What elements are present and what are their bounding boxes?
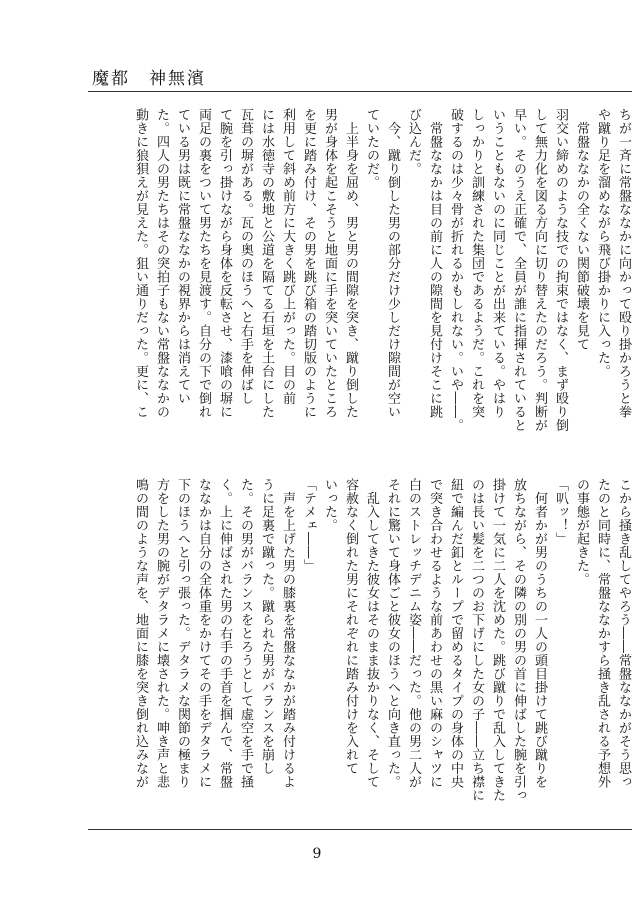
- text-block-lower: [96, 478, 634, 818]
- text-line: こから掻き乱してやろう――常盤ななかがそう思っ: [616, 478, 631, 789]
- text-line: で突き合わせるような前あわせの黒い麻のシャツに: [427, 478, 442, 789]
- text-line: して無力化を図る方向に切り替えたのだろう。判断が: [532, 108, 547, 432]
- text-line: いうこともないのに同じことが出来ている。やはり: [490, 108, 505, 419]
- text-line: の事態が起きた。: [574, 478, 589, 586]
- header-divider: [88, 91, 632, 92]
- text-line: や蹴り足を溜めながら飛び掛かりに入った。: [595, 108, 610, 378]
- text-line: うに足裏で蹴った。蹴られた男がバランスを崩し: [259, 478, 274, 775]
- text-line: 利用して斜め前方に大きく跳び上がった。目の前: [280, 108, 295, 405]
- text-line: 今、蹴り倒した男の部分だけ少しだけ隙間が空い: [385, 108, 400, 419]
- text-line: 鳴の間のような声を、地面に膝を突き倒れ込みなが: [133, 478, 148, 789]
- text-block-upper: [96, 108, 634, 460]
- text-line: く。上に伸ばされた男の右手の手首を掴んで、常盤: [217, 478, 232, 789]
- text-line: ちが一斉に常盤ななかに向かって殴り掛かろうと拳: [616, 108, 631, 419]
- text-line: には水徳寺の敷地と公道を隔てる石垣を土台にした: [259, 108, 274, 419]
- text-line: 常盤ななかの全くない関節破壊を見て: [574, 108, 589, 351]
- footer-divider: [88, 829, 632, 830]
- text-line: 男が身体を起こそうと地面に手を突いていたところ: [322, 108, 337, 419]
- text-line: 早い。そのうえ正確で、全員が誰に指揮されていると: [511, 108, 526, 432]
- text-line: いった。: [322, 478, 337, 532]
- text-line: た。四人の男たちはその突拍子もない常盤ななかの: [154, 108, 169, 419]
- text-line: 掛けて一気に二人を沈めた。跳び蹴りで乱入してきた: [490, 478, 505, 802]
- text-line: それに驚いて身体ごと彼女のほうへと向き直った。: [385, 478, 400, 789]
- text-line: ていたのだ。: [364, 108, 379, 189]
- page-number: 9: [312, 846, 322, 862]
- text-line: 白のストレッチデニム姿――だった。他の男二人が: [406, 478, 421, 789]
- text-line: しっかりと訓練された集団であるようだ。これを突: [469, 108, 484, 419]
- text-line: ななかは自分の全体重をかけてその手をデタラメに: [196, 478, 211, 789]
- text-line: 下のほうへと引っ張った。デタラメな関節の極まり: [175, 478, 190, 789]
- text-line: 「叭ッ！」: [553, 478, 568, 546]
- text-line: 容赦なく倒れた男にそれぞれに踏み付けを入れて: [343, 478, 358, 775]
- text-line: び込んだ。: [406, 108, 421, 176]
- text-line: た。その男がバランスをとろうとして虚空を手で掻: [238, 478, 253, 789]
- text-line: 乱入してきた彼女はそのまま抜かりなく、そして: [364, 478, 379, 789]
- text-line: 常盤ななかは目の前に人の隙間を見付けそこに跳: [427, 108, 442, 419]
- text-line: 破するのは少々骨が折れるかもしれない。いや――。: [448, 108, 463, 432]
- text-line: 紐で編んだ釦とループで留めるタイプの身体の中央: [448, 478, 463, 789]
- text-line: を更に踏み付け、その男を跳び箱の踏切版のように: [301, 108, 316, 419]
- text-line: 放ちながら、その隣の別の男の首に伸ばした腕を引っ: [511, 478, 526, 802]
- text-line: 声を上げた男の膝裏を常盤ななかが踏み付けるよ: [280, 478, 295, 789]
- text-line: たのと同時に、常盤ななかすら掻き乱される予想外: [595, 478, 610, 789]
- text-line: のは長い髪を二つのお下げにした女の子――立ち襟に: [469, 478, 484, 802]
- text-line: 両足の裏をついて男たちを見渡す。自分の下で倒れ: [196, 108, 211, 419]
- text-line: 方をした男の腕がデタラメに壊された。呻き声と悲: [154, 478, 169, 789]
- text-line: 羽交い締めのような技での拘束ではなく、まず殴り倒: [553, 108, 568, 432]
- text-line: 上半身を屈め、男と男の間隙を突き、蹴り倒した: [343, 108, 358, 419]
- text-line: 「テメェ――」: [301, 478, 316, 573]
- page-header-title: 魔都 神無濱: [92, 69, 206, 89]
- text-line: 動きに狼狽えが見えた。狙い通りだった。更に、こ: [133, 108, 148, 419]
- text-line: て腕を引っ掛けながら身体を反転させ、漆喰の塀に: [217, 108, 232, 419]
- text-line: 瓦葺の塀がある。瓦の奥のほうへと右手を伸ばし: [238, 108, 253, 405]
- text-line: 何者かが男のうちの一人の頭目掛けて跳び蹴りを: [532, 478, 547, 789]
- text-line: ている男は既に常盤ななかの視界からは消えてい: [175, 108, 190, 405]
